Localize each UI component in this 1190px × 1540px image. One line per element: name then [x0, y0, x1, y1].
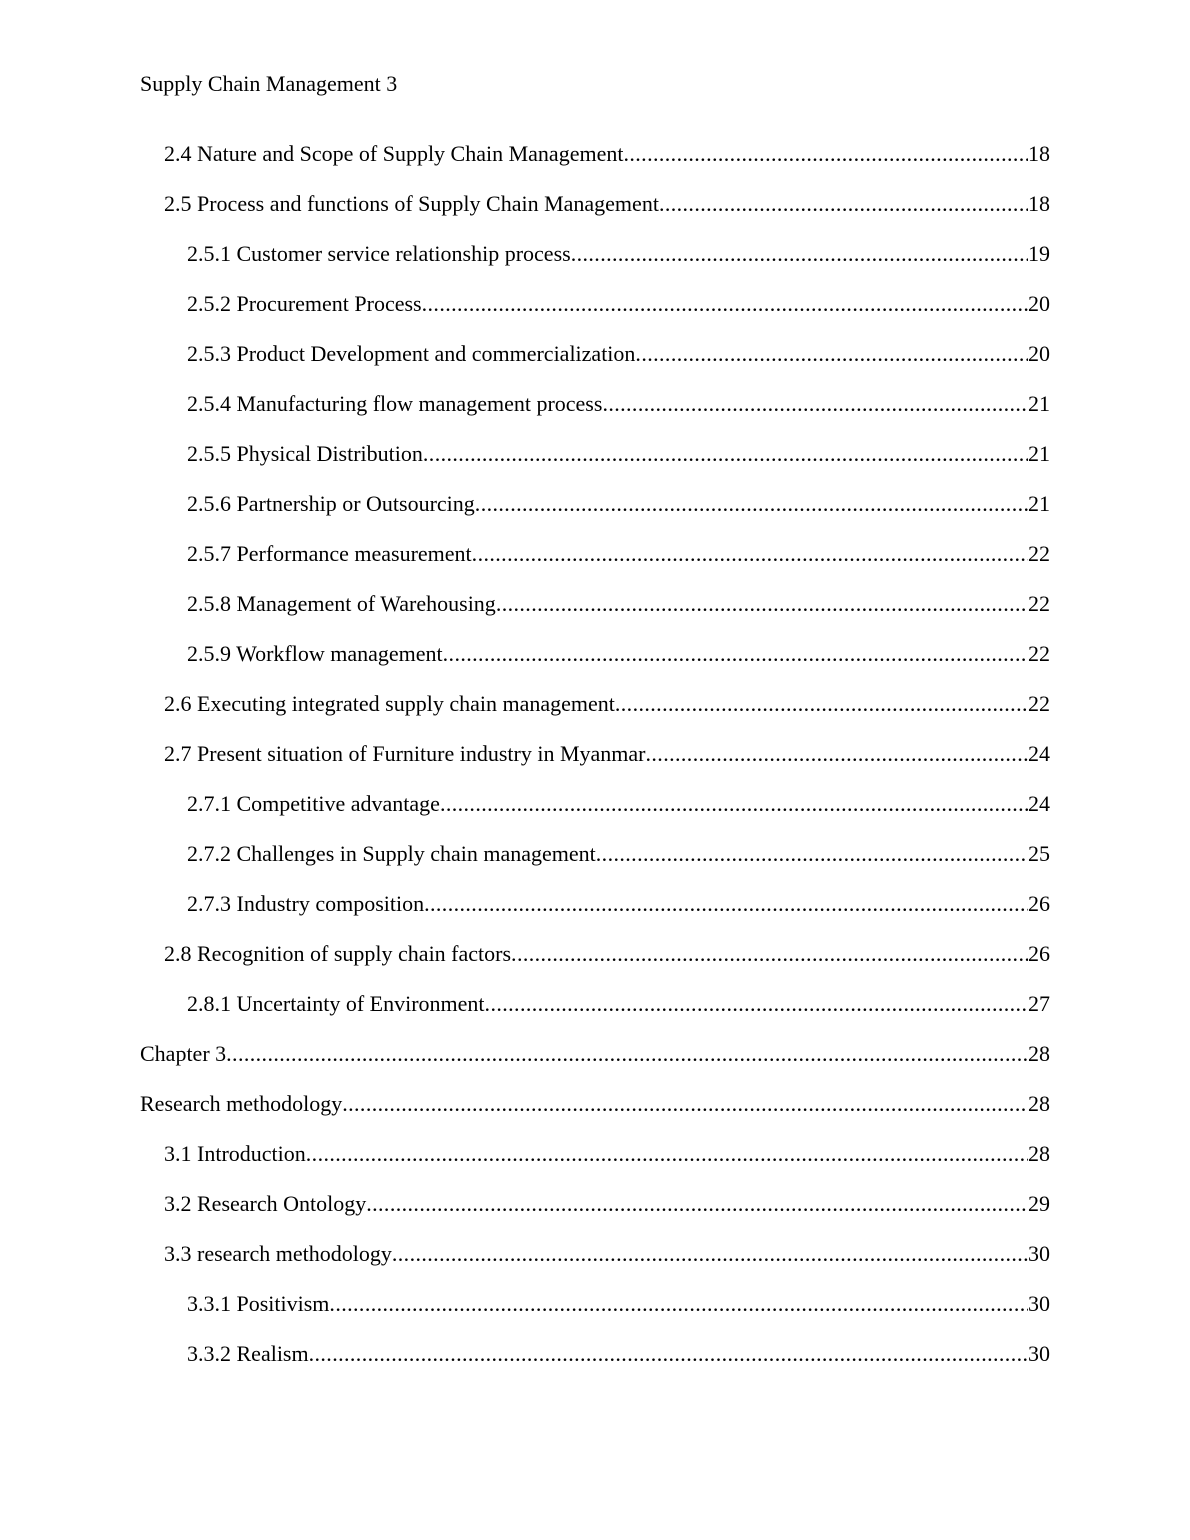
toc-dot-leader: [496, 590, 1028, 618]
toc-entry[interactable]: [140, 340, 1050, 390]
toc-dot-leader: [646, 740, 1029, 768]
toc-dot-leader: [423, 440, 1028, 468]
toc-dot-leader: [615, 690, 1028, 718]
toc-entry-title: 2.6 Executing integrated supply chain management: [164, 691, 615, 716]
toc-entry[interactable]: [140, 190, 1050, 240]
toc-entry-page-number: 22: [1028, 541, 1050, 566]
toc-entry-title: 2.7.1 Competitive advantage: [187, 791, 440, 816]
toc-entry[interactable]: [140, 1090, 1050, 1140]
toc-dot-leader: [392, 1240, 1028, 1268]
toc-entry-page-number: 28: [1028, 1041, 1050, 1066]
toc-entry-title: Chapter 3: [140, 1041, 227, 1066]
toc-entry-title: 2.7.2 Challenges in Supply chain management: [187, 841, 596, 866]
toc-dot-leader: [635, 340, 1028, 368]
toc-entry-title: 2.7.3 Industry composition: [187, 891, 425, 916]
toc-entry-title: 3.1 Introduction: [164, 1141, 306, 1166]
toc-dot-leader: [226, 1040, 1028, 1068]
toc-entry-title: 3.2 Research Ontology: [164, 1191, 367, 1216]
toc-dot-leader: [472, 540, 1028, 568]
toc-entry[interactable]: [140, 490, 1050, 540]
toc-entry-title: 2.5.7 Performance measurement: [187, 541, 472, 566]
toc-entry[interactable]: [140, 890, 1050, 940]
toc-entry[interactable]: [140, 1190, 1050, 1240]
toc-entry[interactable]: [140, 540, 1050, 590]
toc-entry-title: 2.5.3 Product Development and commercialization: [187, 341, 636, 366]
toc-dot-leader: [443, 640, 1028, 668]
toc-dot-leader: [623, 140, 1028, 168]
toc-entry-page-number: 30: [1028, 1241, 1050, 1266]
toc-entry-page-number: 21: [1028, 391, 1050, 416]
toc-entry-title: 2.4 Nature and Scope of Supply Chain Management: [164, 141, 624, 166]
toc-entry-page-number: 25: [1028, 841, 1050, 866]
toc-entry-page-number: 21: [1028, 491, 1050, 516]
toc-entry[interactable]: [140, 740, 1050, 790]
toc-entry[interactable]: [140, 640, 1050, 690]
toc-entry-page-number: 22: [1028, 641, 1050, 666]
toc-dot-leader: [485, 990, 1028, 1018]
toc-entry[interactable]: [140, 790, 1050, 840]
toc-entry-page-number: 24: [1028, 791, 1050, 816]
toc-entry[interactable]: [140, 290, 1050, 340]
toc-entry-title: 2.5.9 Workflow management: [187, 641, 443, 666]
toc-entry-page-number: 30: [1028, 1341, 1050, 1366]
toc-entry[interactable]: [140, 390, 1050, 440]
toc-entry[interactable]: [140, 1040, 1050, 1090]
toc-entry-title: 2.8 Recognition of supply chain factors: [164, 941, 512, 966]
toc-dot-leader: [342, 1090, 1028, 1118]
toc-entry[interactable]: [140, 840, 1050, 890]
toc-dot-leader: [602, 390, 1028, 418]
toc-entry[interactable]: [140, 690, 1050, 740]
running-header: Supply Chain Management 3: [140, 71, 398, 96]
toc-entry-title: 3.3.2 Realism: [187, 1341, 309, 1366]
toc-dot-leader: [309, 1340, 1028, 1368]
toc-entry-page-number: 19: [1028, 241, 1050, 266]
toc-entry[interactable]: [140, 1140, 1050, 1190]
toc-entry-page-number: 20: [1028, 341, 1050, 366]
toc-dot-leader: [422, 290, 1028, 318]
toc-entry[interactable]: [140, 1240, 1050, 1290]
toc-entry-title: 2.5.5 Physical Distribution: [187, 441, 423, 466]
toc-dot-leader: [511, 940, 1028, 968]
toc-dot-leader: [329, 1290, 1028, 1318]
toc-dot-leader: [424, 890, 1028, 918]
toc-entry[interactable]: [140, 440, 1050, 490]
toc-entry[interactable]: [140, 1290, 1050, 1340]
toc-entry-page-number: 28: [1028, 1091, 1050, 1116]
toc-entry-title: 3.3 research methodology: [164, 1241, 392, 1266]
toc-entry-page-number: 27: [1028, 991, 1050, 1016]
toc-dot-leader: [475, 490, 1028, 518]
toc-dot-leader: [306, 1140, 1028, 1168]
toc-dot-leader: [440, 790, 1028, 818]
toc-entry[interactable]: [140, 1340, 1050, 1390]
toc-dot-leader: [596, 840, 1028, 868]
toc-entry-page-number: 18: [1028, 141, 1050, 166]
toc-entry-title: 3.3.1 Positivism: [187, 1291, 330, 1316]
toc-entry-page-number: 18: [1028, 191, 1050, 216]
toc-entry-page-number: 22: [1028, 591, 1050, 616]
toc-entry-title: 2.7 Present situation of Furniture industry in Myanmar: [164, 741, 646, 766]
toc-entry[interactable]: [140, 240, 1050, 290]
toc-entry-page-number: 29: [1028, 1191, 1050, 1216]
toc-entry-page-number: 26: [1028, 941, 1050, 966]
toc-entry[interactable]: [140, 590, 1050, 640]
toc-entry-page-number: 20: [1028, 291, 1050, 316]
toc-entry-page-number: 28: [1028, 1141, 1050, 1166]
table-of-contents: [140, 140, 1050, 1390]
toc-entry-page-number: 24: [1028, 741, 1050, 766]
toc-entry-page-number: 22: [1028, 691, 1050, 716]
toc-entry-title: 2.5.4 Manufacturing flow management process: [187, 391, 603, 416]
toc-entry-title: Research methodology: [140, 1091, 343, 1116]
toc-entry-page-number: 21: [1028, 441, 1050, 466]
toc-entry[interactable]: [140, 940, 1050, 990]
toc-entry-title: 2.8.1 Uncertainty of Environment: [187, 991, 485, 1016]
toc-entry-title: 2.5.1 Customer service relationship process: [187, 241, 571, 266]
toc-entry-title: 2.5 Process and functions of Supply Chain Management: [164, 191, 659, 216]
toc-dot-leader: [366, 1190, 1028, 1218]
toc-entry-page-number: 30: [1028, 1291, 1050, 1316]
toc-dot-leader: [659, 190, 1028, 218]
toc-entry-title: 2.5.8 Management of Warehousing: [187, 591, 496, 616]
toc-entry[interactable]: [140, 990, 1050, 1040]
toc-entry-page-number: 26: [1028, 891, 1050, 916]
toc-entry-title: 2.5.6 Partnership or Outsourcing: [187, 491, 475, 516]
toc-entry-title: 2.5.2 Procurement Process: [187, 291, 422, 316]
toc-dot-leader: [571, 240, 1028, 268]
toc-entry[interactable]: [140, 140, 1050, 190]
